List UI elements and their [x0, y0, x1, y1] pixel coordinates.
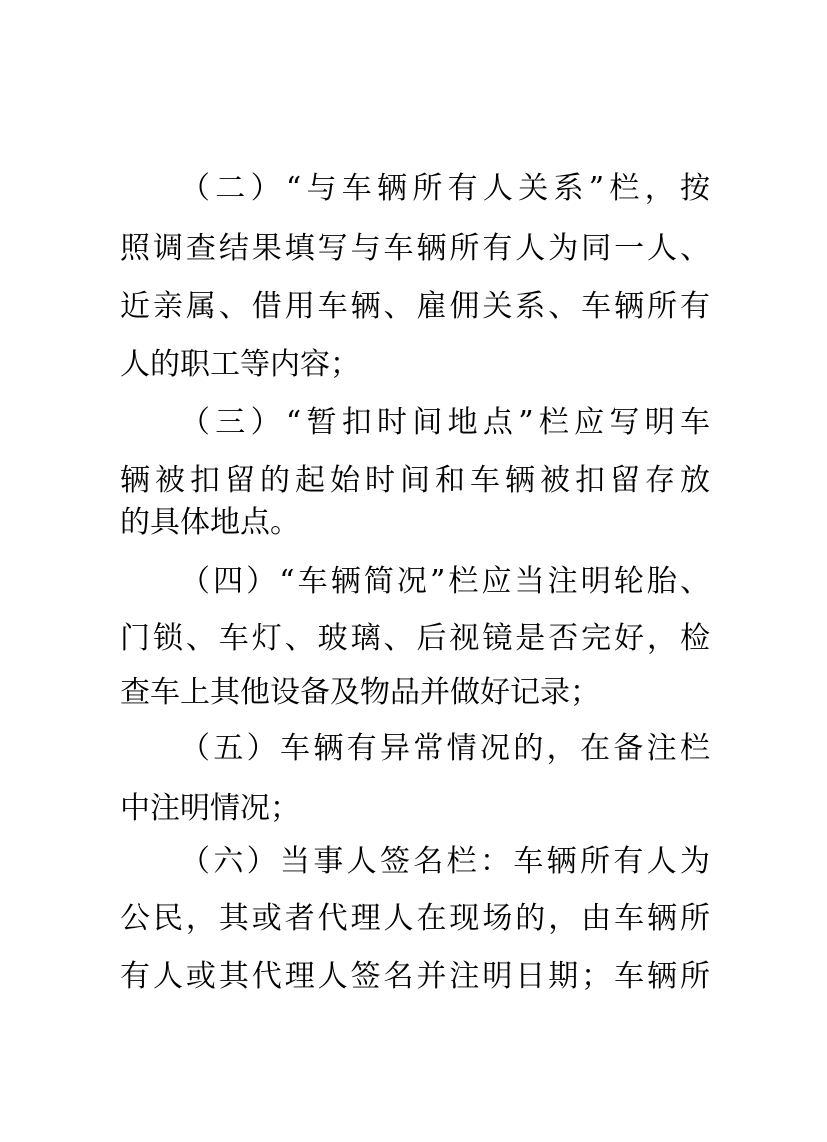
- paragraph-6-line-1: （六）当事人签名栏：车辆所有人为: [180, 844, 710, 879]
- paragraph-4-line-1: （四）“车辆简况”栏应当注明轮胎、: [180, 564, 710, 599]
- paragraph-6-line-3: 有人或其代理人签名并注明日期；车辆所: [120, 959, 710, 994]
- paragraph-2-line-2: 照调查结果填写与车辆所有人为同一人、: [120, 231, 710, 266]
- paragraph-5-line-1: （五）车辆有异常情况的，在备注栏: [180, 731, 710, 766]
- paragraph-3-line-2: 辆被扣留的起始时间和车辆被扣留存放: [120, 463, 710, 498]
- paragraph-2-line-3: 近亲属、借用车辆、雇佣关系、车辆所有: [120, 289, 710, 324]
- paragraph-4-line-2: 门锁、车灯、玻璃、后视镜是否完好，检: [120, 621, 710, 656]
- paragraph-2-line-1: （二）“与车辆所有人关系”栏，按: [180, 171, 710, 206]
- paragraph-3-line-1: （三）“暂扣时间地点”栏应写明车: [180, 405, 710, 440]
- paragraph-6-line-2: 公民，其或者代理人在现场的，由车辆所: [120, 901, 710, 936]
- paragraph-3-line-3: 的具体地点。: [120, 505, 300, 540]
- paragraph-5-line-2: 中注明情况；: [120, 791, 300, 826]
- paragraph-4-line-3: 查车上其他设备及物品并做好记录；: [120, 675, 600, 710]
- paragraph-2-line-4: 人的职工等内容；: [120, 347, 360, 382]
